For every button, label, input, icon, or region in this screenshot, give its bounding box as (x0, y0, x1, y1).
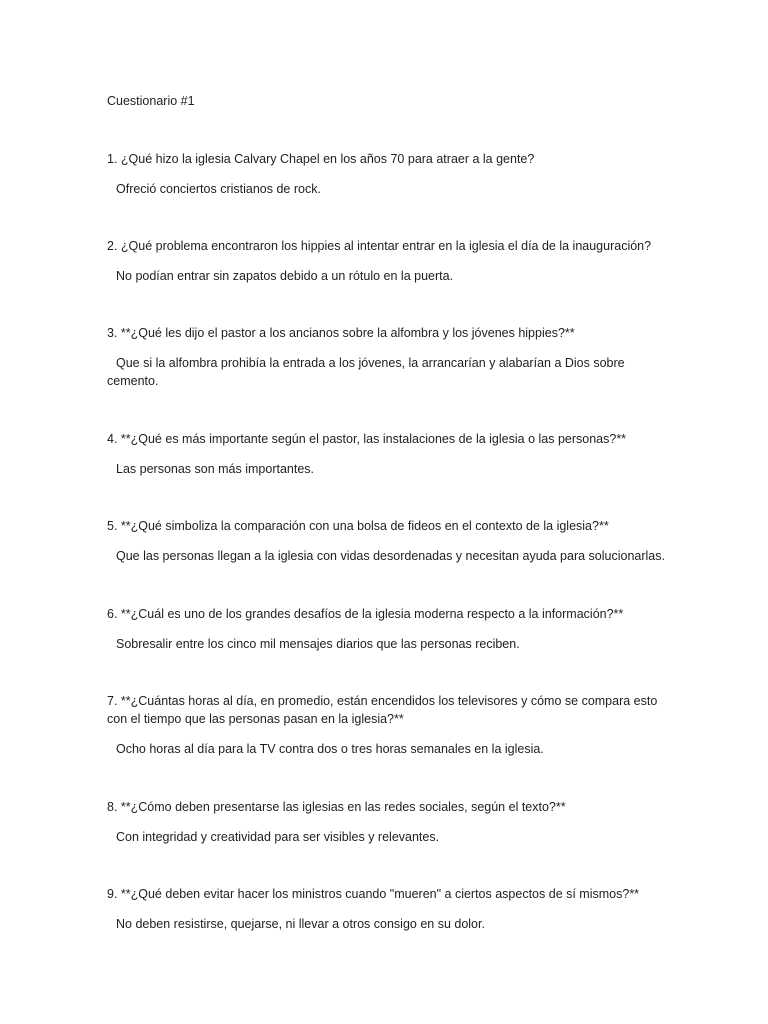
answer-3: Que si la alfombra prohibía la entrada a los jóvenes, la arrancarían y alabarían a Dios sobre cemento. (107, 356, 625, 388)
qa-item-2 (107, 237, 667, 285)
question-2: 2. ¿Qué problema encontraron los hippies al intentar entrar en la iglesia el día de la inauguración? (107, 239, 652, 253)
answer-1: Ofreció conciertos cristianos de rock. (116, 182, 321, 196)
answer-2: No podían entrar sin zapatos debido a un rótulo en la puerta. (116, 269, 454, 283)
qa-item-8 (107, 798, 667, 846)
question-7: 7. **¿Cuántas horas al día, en promedio, están encendidos los televisores y cómo se compara esto con el tiempo que las personas pasan en la iglesia?** (107, 694, 658, 726)
qa-item-7 (107, 692, 667, 758)
answer-6: Sobresalir entre los cinco mil mensajes diarios que las personas reciben. (116, 637, 520, 651)
qa-item-3 (107, 324, 667, 390)
question-8: 8. **¿Cómo deben presentarse las iglesias en las redes sociales, según el texto?** (107, 800, 566, 814)
answer-5: Que las personas llegan a la iglesia con vidas desordenadas y necesitan ayuda para solucionarlas. (116, 549, 665, 563)
qa-item-1 (107, 150, 667, 198)
answer-9: No deben resistirse, quejarse, ni llevar a otros consigo en su dolor. (116, 917, 485, 931)
qa-item-4 (107, 430, 667, 478)
answer-7: Ocho horas al día para la TV contra dos o tres horas semanales en la iglesia. (116, 742, 544, 756)
question-1: 1. ¿Qué hizo la iglesia Calvary Chapel en los años 70 para atraer a la gente? (107, 152, 535, 166)
question-3: 3. **¿Qué les dijo el pastor a los ancianos sobre la alfombra y los jóvenes hippies?** (107, 326, 575, 340)
question-5: 5. **¿Qué simboliza la comparación con una bolsa de fideos en el contexto de la iglesia?** (107, 519, 609, 533)
answer-4: Las personas son más importantes. (116, 462, 315, 476)
question-6: 6. **¿Cuál es uno de los grandes desafíos de la iglesia moderna respecto a la información?** (107, 607, 624, 621)
document-title: Cuestionario #1 (107, 94, 195, 108)
qa-item-5 (107, 517, 667, 565)
qa-item-9 (107, 885, 667, 933)
question-9: 9. **¿Qué deben evitar hacer los ministros cuando "mueren" a ciertos aspectos de sí mismos?** (107, 887, 640, 901)
question-4: 4. **¿Qué es más importante según el pastor, las instalaciones de la iglesia o las personas?** (107, 432, 627, 446)
qa-item-6 (107, 605, 667, 653)
answer-8: Con integridad y creatividad para ser visibles y relevantes. (116, 830, 440, 844)
